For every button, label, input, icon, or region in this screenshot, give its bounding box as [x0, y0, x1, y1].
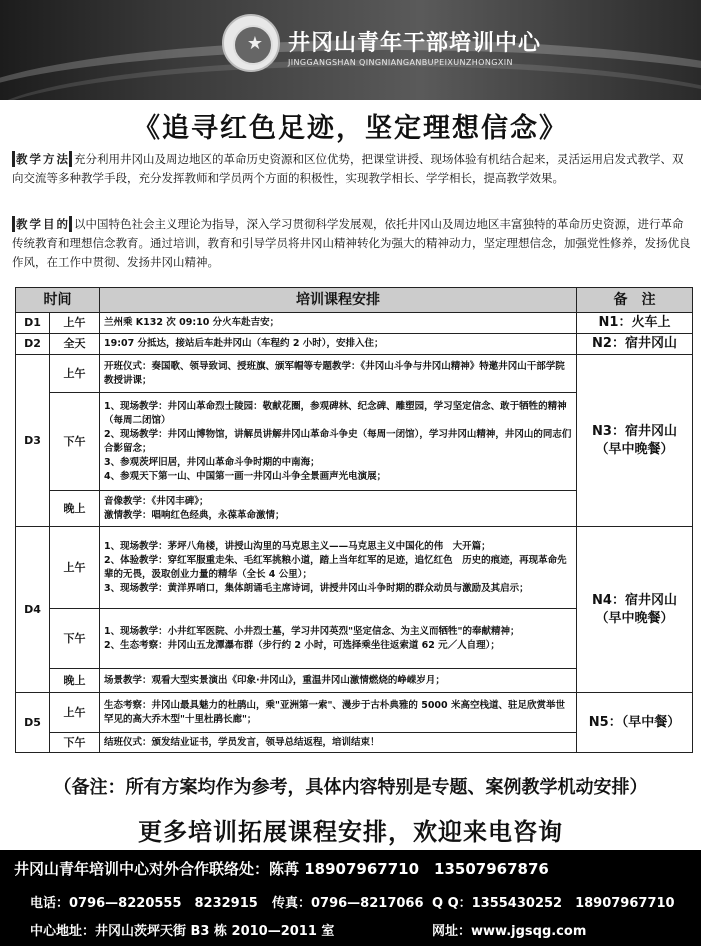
day-label: D1	[16, 313, 50, 334]
schedule-cell	[100, 491, 577, 527]
contact-phone: 电话：0796—8220555 8232915	[30, 896, 258, 911]
day-label: D5	[16, 693, 50, 753]
contact-liaison: 井冈山青年培训中心对外合作联络处：陈苒 18907967710 13507967876	[14, 860, 549, 878]
schedule-line: 1、现场教学：小井红军医院、小井烈士墓，学习井冈英烈"坚定信念、为主义而牺牲"的奉献精神；	[104, 625, 520, 637]
table-row	[16, 355, 693, 393]
schedule-table	[15, 287, 693, 753]
schedule-line: 2、体验教学：穿红军服重走朱、毛红军挑粮小道，踏上当年红军的足迹，追忆红色 历史的痕迹，再现革命先辈的无畏，汲取创业力量的精华（全长 4 公里）；	[104, 554, 567, 580]
slot-label: 上午	[50, 693, 100, 733]
slot-label: 全天	[50, 334, 100, 355]
table-row	[16, 334, 693, 355]
schedule-line: 4、参观天下第一山、中国第一画一井冈山斗争全景画声光电演展；	[104, 470, 387, 482]
more-courses-banner: 更多培训拓展课程安排，欢迎来电咨询	[138, 818, 563, 846]
header-banner	[0, 0, 701, 100]
note-cell: N2：宿井冈山	[577, 334, 693, 355]
slogan: 《追寻红色足迹，坚定理想信念》	[133, 113, 568, 144]
schedule-line: 音像教学：《井冈丰碑》；	[104, 495, 209, 507]
schedule-cell: 开班仪式：奏国歌、领导致词、授班旗、颁军帽等专题教学：《井冈山斗争与井冈山精神》特邀井冈山干部学院教授讲课；	[100, 355, 577, 393]
day-label: D2	[16, 334, 50, 355]
schedule-cell: 结班仪式：颁发结业证书，学员发言，领导总结返程，培训结束！	[100, 733, 577, 753]
slot-label: 下午	[50, 393, 100, 491]
header-title: 井冈山青年干部培训中心	[288, 31, 542, 56]
header-subtitle: JINGGANGSHAN QINGNIANGANBUPEIXUNZHONGXIN	[288, 58, 513, 67]
contact-address: 中心地址：井冈山茨坪天街 B3 栋 2010—2011 室	[30, 924, 335, 939]
header-plan: 培训课程安排	[100, 288, 577, 313]
slot-label: 上午	[50, 527, 100, 609]
schedule-line: 1、现场教学：茅坪八角楼，讲授山沟里的马克思主义——马克思主义中国化的伟 大开篇；	[104, 540, 491, 552]
contact-website[interactable]: 网址：www.jgsqg.com	[432, 924, 587, 939]
note-cell: N1：火车上	[577, 313, 693, 334]
contact-footer	[0, 850, 701, 946]
note-cell: N4：宿井冈山（早中晚餐）	[577, 527, 693, 693]
slot-label: 下午	[50, 609, 100, 669]
contact-fax: 传真：0796—8217066	[272, 896, 424, 911]
schedule-line: 1、现场教学：井冈山革命烈士陵园：敬献花圈，参观碑林、纪念碑、雕塑园，学习坚定信念、敢于牺牲的精神（每周二闭馆）	[104, 400, 567, 426]
teaching-goal-section	[12, 215, 694, 272]
slot-label: 下午	[50, 733, 100, 753]
schedule-cell	[100, 609, 577, 669]
header-time: 时间	[16, 288, 100, 313]
teaching-method-tag: 教 学 方 法	[12, 151, 72, 167]
schedule-cell: 场景教学：观看大型实景演出《印象·井冈山》，重温井冈山激情燃烧的峥嵘岁月；	[100, 669, 577, 693]
note-cell: N3：宿井冈山（早中晚餐）	[577, 355, 693, 527]
table-row	[16, 527, 693, 609]
day-label: D4	[16, 527, 50, 693]
contact-qq: Q Q：1355430252 18907967710	[432, 896, 675, 911]
table-row	[16, 693, 693, 733]
schedule-line: 激情教学：唱响红色经典，永葆革命激情；	[104, 509, 285, 521]
schedule-cell	[100, 393, 577, 491]
day-label: D3	[16, 355, 50, 527]
slot-label: 上午	[50, 313, 100, 334]
schedule-cell: 兰州乘 K132 次 09:10 分火车赴吉安；	[100, 313, 577, 334]
teaching-method-section	[12, 150, 694, 188]
footnote: （备注：所有方案均作为参考，具体内容特别是专题、案例教学机动安排）	[53, 777, 648, 798]
schedule-line: 3、现场教学：黄洋界哨口，集体朗诵毛主席诗词，讲授井冈山斗争时期的群众动员与激励及其启示；	[104, 582, 529, 594]
table-row	[16, 313, 693, 334]
note-cell: N5：（早中餐）	[577, 693, 693, 753]
slot-label: 晚上	[50, 491, 100, 527]
schedule-cell: 生态考察：井冈山最具魅力的杜鹃山，乘"亚洲第一索"、漫步于古朴典雅的 5000 米高空栈道、驻足欣赏举世罕见的高大乔木型"十里杜鹃长廊"；	[100, 693, 577, 733]
schedule-cell: 19:07 分抵达，接站后车赴井冈山（车程约 2 小时），安排入住；	[100, 334, 577, 355]
youth-league-emblem-icon: ★	[222, 14, 280, 72]
schedule-line: 2、生态考察：井冈山五龙潭瀑布群（步行约 2 小时，可选择乘坐往返索道 62 元／人自理）；	[104, 639, 500, 651]
teaching-method-text: 充分利用井冈山及周边地区的革命历史资源和区位优势，把课堂讲授、现场体验有机结合起来，灵活运用启发式教学、双向交流等多种教学手段，充分发挥教师和学员两个方面的积极性，实现教学相长、学学相长，提高教学效果。	[12, 152, 684, 185]
schedule-line: 3、参观茨坪旧居，井冈山革命斗争时期的中南海；	[104, 456, 320, 468]
slot-label: 晚上	[50, 669, 100, 693]
schedule-cell	[100, 527, 577, 609]
header-note: 备 注	[577, 288, 693, 313]
schedule-line: 2、现场教学：井冈山博物馆，讲解员讲解井冈山革命斗争史（每周一闭馆），学习井冈山精神，井冈山的同志们合影留念；	[104, 428, 572, 454]
teaching-goal-tag: 教 学 目 的	[12, 216, 72, 232]
teaching-goal-text: 以中国特色社会主义理论为指导，深入学习贯彻科学发展观，依托井冈山及周边地区丰富独特的革命历史资源，进行革命传统教育和理想信念教育。通过培训，教育和引导学员将井冈山精神转化为强大的精神动力，坚定理想信念，加强党性修养，发扬优良作风，在工作中贯彻、发扬井冈山精神。	[12, 217, 691, 269]
slot-label: 上午	[50, 355, 100, 393]
table-header-row	[16, 288, 693, 313]
